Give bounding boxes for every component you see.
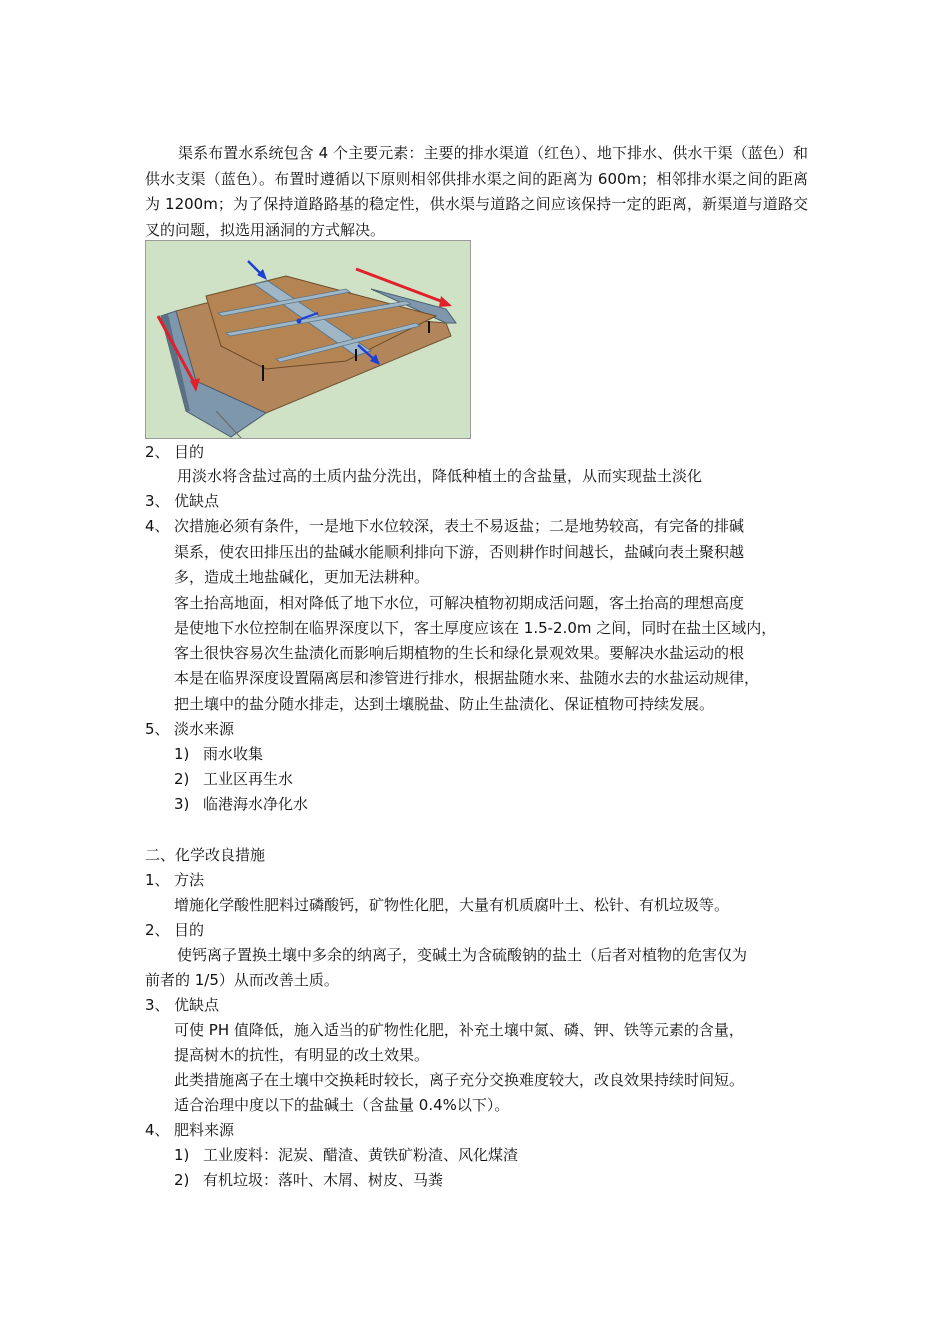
purpose-text: 使钙离子置换土壤中多余的纳离子，变碱土为含硫酸钠的盐土（后者对植物的危害仅为 [177,946,748,964]
conditions-line: 次措施必须有条件，一是地下水位较深，表土不易返盐；二是地势较高，有完备的排碱 [174,517,745,535]
soil-line: 是使地下水位控制在临界深度以下，客土厚度应该在 1.5-2.0m 之间，同时在盐土区域内， [174,619,777,637]
conditions-line: 渠系，使农田排压出的盐碱水能顺利排向下游，否则耕作时间越长，盐碱向表土聚积越 [174,543,745,561]
list-item: 临港海水净化水 [203,795,309,813]
item-number: 2、 [145,921,170,939]
heading-water-source: 淡水来源 [174,720,235,738]
canal-layout-diagram-icon [146,241,470,438]
intro-paragraph: 渠系布置水系统包含 4 个主要元素：主要的排水渠道（红色）、地下排水、供水干渠（蓝色）和供水支渠（蓝色）。布置时遵循以下原则相邻供排水渠之间的距离为 600m；相邻排水渠之间的距离为 1200m；为了保持道路路基的稳定性，供水渠与道路之间应该保持一定的距离，新渠道与道路交叉的问题，拟选用涵洞的方式解决。 [145,144,808,239]
item-number: 2、 [145,443,170,461]
list-number: 3) [174,795,190,813]
pros-cons-line: 此类措施离子在土壤中交换耗时较长，离子充分交换难度较大，改良效果持续时间短。 [174,1071,745,1089]
item-number: 3、 [145,492,170,510]
item-number: 4、 [145,1121,170,1139]
conditions-line: 多，造成土地盐碱化，更加无法耕种。 [174,568,430,586]
heading-pros-cons: 优缺点 [174,996,220,1014]
purpose-text: 前者的 1/5）从而改善土质。 [145,971,339,989]
item-number: 1、 [145,871,170,889]
list-item: 工业区再生水 [203,770,294,788]
soil-line: 客土抬高地面，相对降低了地下水位，可解决植物初期成活问题，客土抬高的理想高度 [174,594,745,612]
item-number: 3、 [145,996,170,1014]
list-number: 1) [174,1146,190,1164]
heading-purpose: 目的 [174,921,205,939]
canal-layout-figure [145,240,471,439]
soil-line: 本是在临界深度设置隔离层和渗管进行排水，根据盐随水来、盐随水去的水盐运动规律， [174,669,760,687]
list-item: 雨水收集 [203,745,264,763]
pros-cons-line: 可使 PH 值降低，施入适当的矿物性化肥，补充土壤中氮、磷、钾、铁等元素的含量， [174,1021,744,1039]
list-number: 1) [174,745,190,763]
heading-pros-cons: 优缺点 [174,492,220,510]
soil-line: 客土很快容易次生盐渍化而影响后期植物的生长和绿化景观效果。要解决水盐运动的根 [174,644,745,662]
list-number: 2) [174,1171,190,1189]
heading-purpose: 目的 [174,443,205,461]
section-title: 二、化学改良措施 [145,846,266,864]
soil-line: 把土壤中的盐分随水排走，达到土壤脱盐、防止生盐渍化、保证植物可持续发展。 [174,695,715,713]
method-text: 增施化学酸性肥料过磷酸钙，矿物性化肥，大量有机质腐叶土、松针、有机垃圾等。 [174,896,730,914]
pros-cons-line: 提高树木的抗性，有明显的改土效果。 [174,1046,430,1064]
list-item: 有机垃圾：落叶、木屑、树皮、马粪 [203,1171,444,1189]
pros-cons-line: 适合治理中度以下的盐碱土（含盐量 0.4%以下）。 [174,1096,510,1114]
item-number: 5、 [145,720,170,738]
purpose-text: 用淡水将含盐过高的土质内盐分洗出，降低种植土的含盐量，从而实现盐土淡化 [177,467,703,485]
item-number: 4、 [145,517,170,535]
heading-fertilizer-source: 肥料来源 [174,1121,235,1139]
heading-method: 方法 [174,871,205,889]
list-item: 工业废料：泥炭、醋渣、黄铁矿粉渣、风化煤渣 [203,1146,519,1164]
list-number: 2) [174,770,190,788]
